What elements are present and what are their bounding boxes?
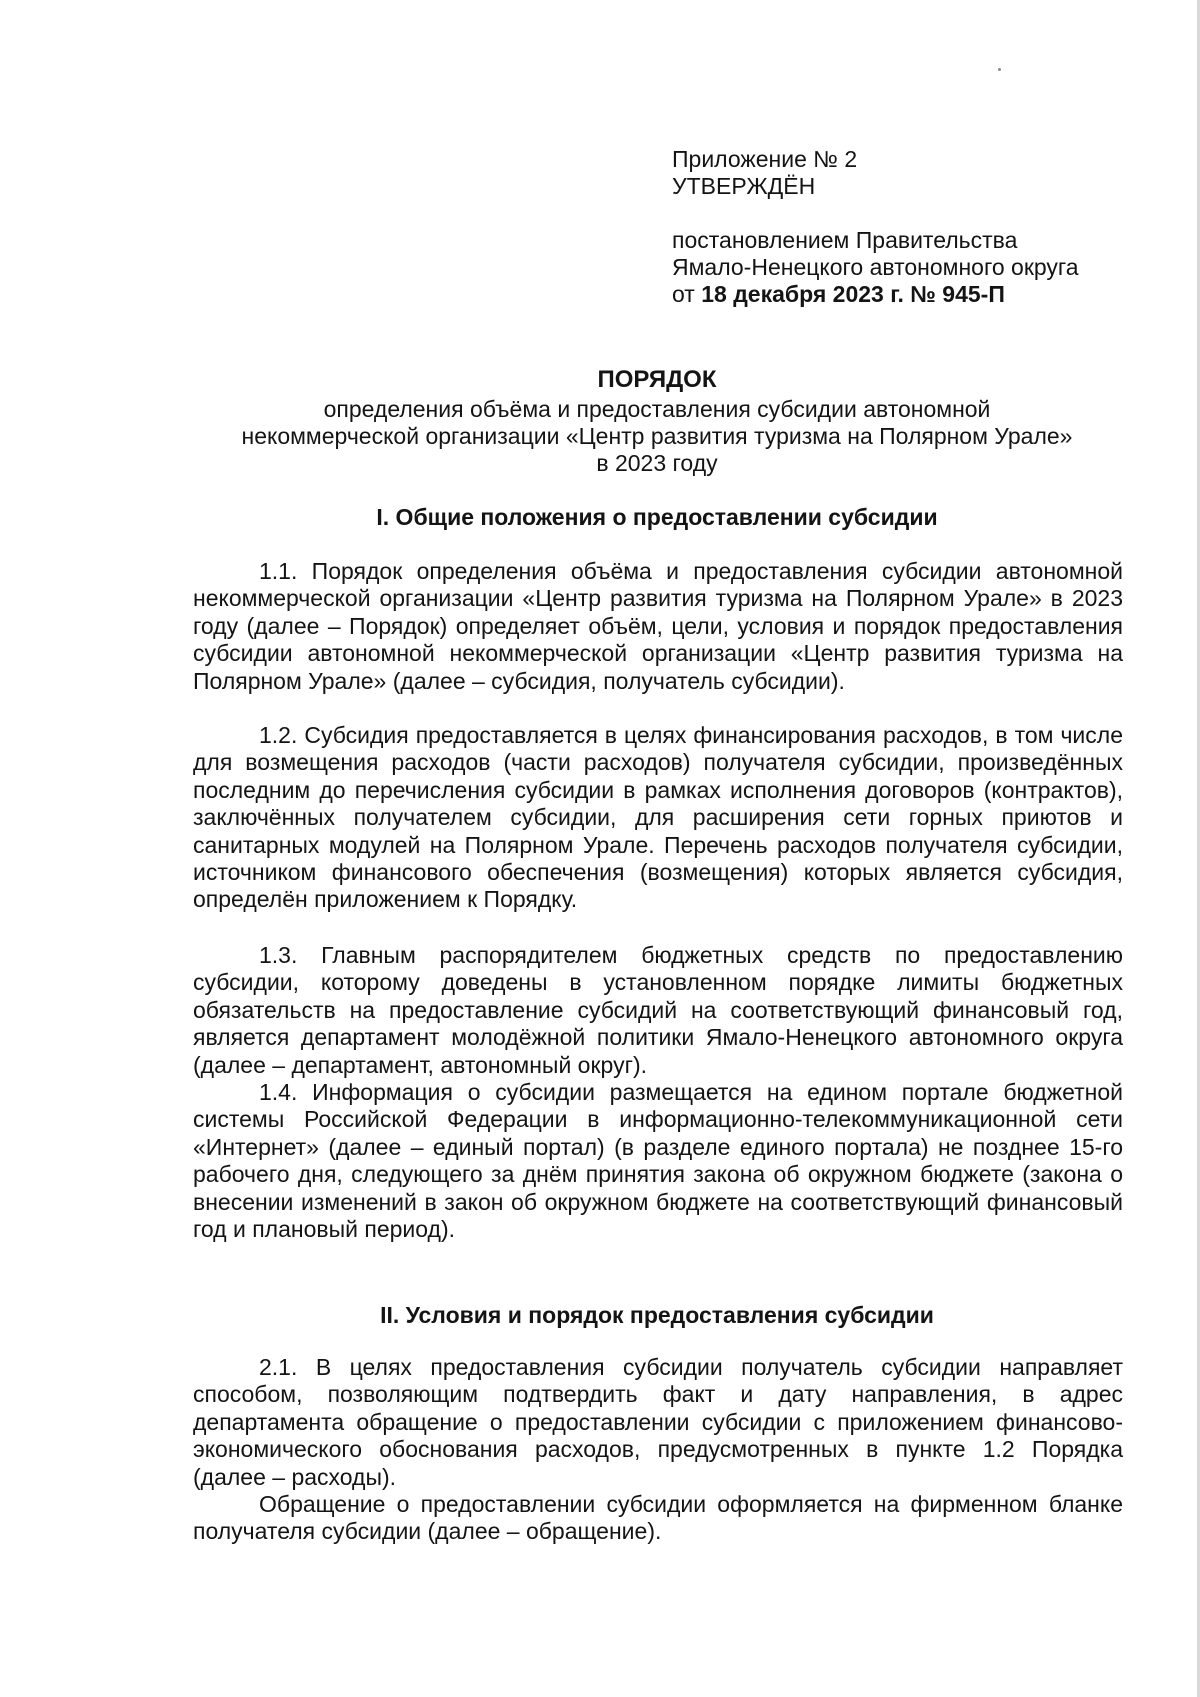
document-subtitle: [190, 396, 1124, 477]
paragraph-2-1-note: Обращение о предоставлении субсидии оформляется на фирменном бланке получателя субсидии (далее – обращение).: [193, 1491, 1123, 1545]
scan-speck: [998, 68, 1001, 71]
subtitle-line: в 2023 году: [596, 450, 718, 476]
approval-date-prefix: от: [672, 281, 695, 307]
paragraph-1-2: 1.2. Субсидия предоставляется в целях финансирования расходов, в том числе для возмещения расходов (части расходов) получателя субсидии, произведённых последним до перечисления субсидии в рамках исполнения договоров (контрактов), заключённых получателем субсидии, для расширения сети горных приютов и санитарных модулей на Полярном Урале. Перечень расходов получателя субсидии, источником финансового обеспечения (возмещения) которых является субсидия, определён приложением к Порядку.: [193, 722, 1123, 913]
document-title: ПОРЯДОК: [597, 366, 717, 393]
approval-date-value: 18 декабря 2023 г. № 945-П: [701, 281, 1005, 307]
approval-date: [672, 281, 1079, 308]
subtitle-line: некоммерческой организации «Центр развития туризма на Полярном Урале»: [241, 423, 1073, 449]
paragraph-1-3: 1.3. Главным распорядителем бюджетных средств по предоставлению субсидии, которому доведены в установленном порядке лимиты бюджетных обязательств на предоставление субсидий на соответствующий финансовый год, является департамент молодёжной политики Ямало-Ненецкого автономного округа (далее – департамент, автономный округ).: [193, 942, 1123, 1078]
section-heading-1: I. Общие положения о предоставлении субсидии: [376, 504, 938, 530]
paragraph-1-4: 1.4. Информация о субсидии размещается на едином портале бюджетной системы Российской Федерации в информационно-телекоммуникационной сети «Интернет» (далее – единый портал) (в разделе единого портала) не позднее 15-го рабочего дня, следующего за днём принятия закона об окружном бюджете (закона о внесении изменений в закон об окружном бюджете на соответствующий финансовый год и плановый период).: [193, 1079, 1123, 1243]
section-heading-2: II. Условия и порядок предоставления субсидии: [380, 1302, 934, 1328]
paragraph-1-1: 1.1. Порядок определения объёма и предоставления субсидии автономной некоммерческой организации «Центр развития туризма на Полярном Урале» в 2023 году (далее – Порядок) определяет объём, цели, условия и порядок предоставления субсидии автономной некоммерческой организации «Центр развития туризма на Полярном Урале» (далее – субсидия, получатель субсидии).: [193, 558, 1123, 694]
appendix-number: Приложение № 2: [672, 146, 858, 172]
approval-region: Ямало-Ненецкого автономного округа: [672, 254, 1079, 280]
approval-block: [672, 146, 1079, 308]
subtitle-line: определения объёма и предоставления субсидии автономной: [323, 396, 991, 422]
paragraph-2-1: 2.1. В целях предоставления субсидии получатель субсидии направляет способом, позволяющим подтвердить факт и дату направления, в адрес департамента обращение о предоставлении субсидии с приложением финансово-экономического обоснования расходов, предусмотренных в пункте 1.2 Порядка (далее – расходы).: [193, 1354, 1123, 1490]
approval-status: УТВЕРЖДЁН: [672, 173, 816, 199]
approval-authority: постановлением Правительства: [672, 227, 1018, 253]
